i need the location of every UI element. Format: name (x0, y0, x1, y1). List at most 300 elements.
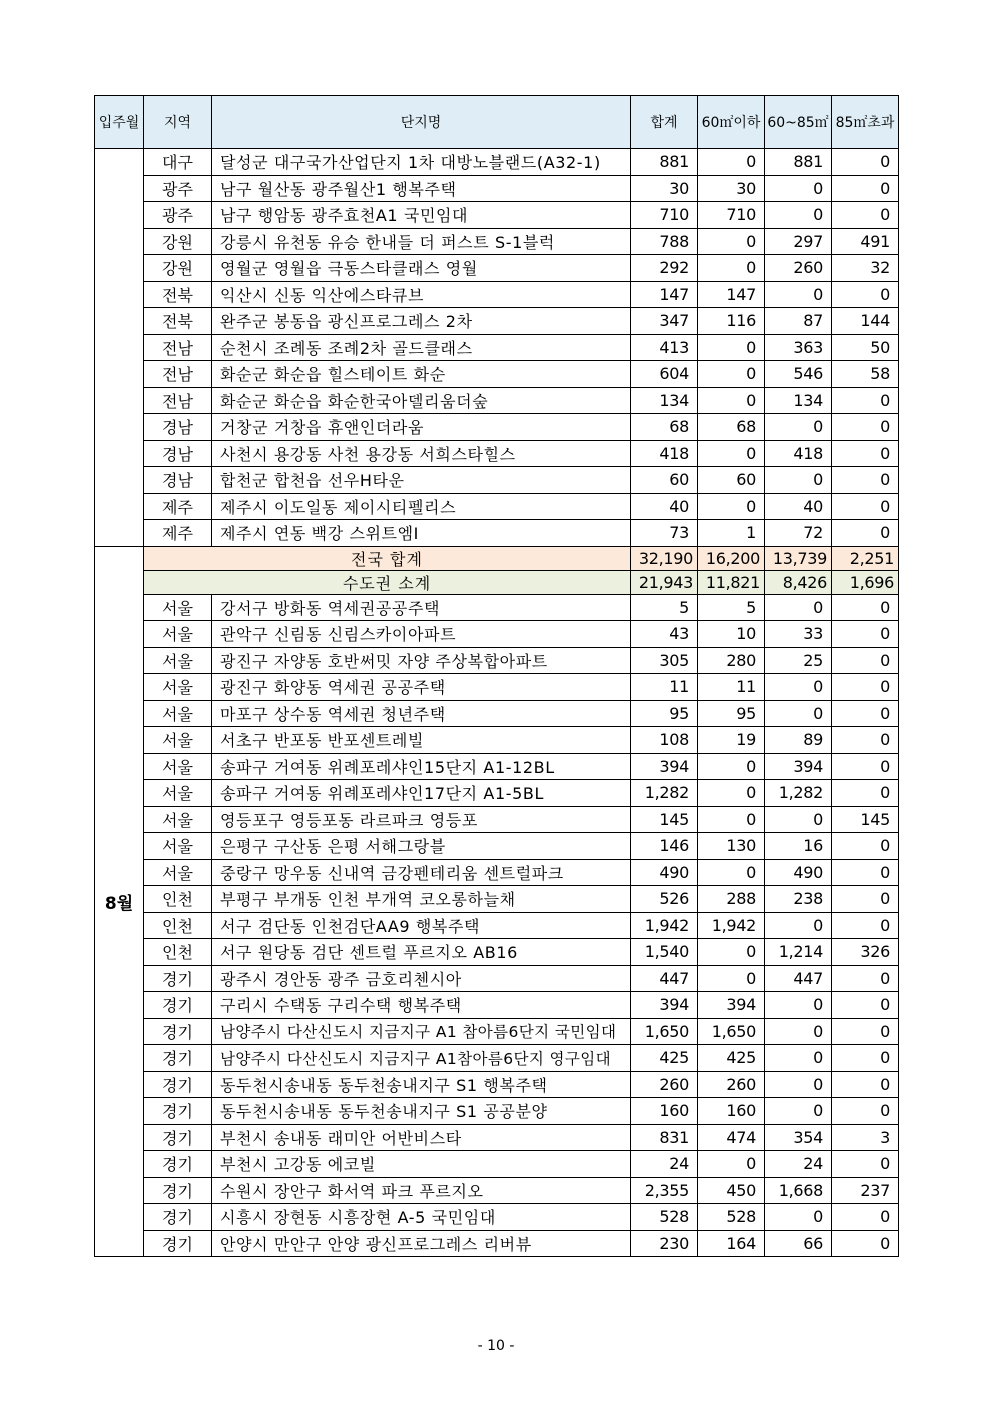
region-cell: 전남 (144, 361, 212, 388)
table-row (95, 753, 899, 780)
over-85-cell: 0 (832, 202, 899, 229)
header-region: 지역 (144, 96, 212, 149)
under-60-cell: 0 (698, 228, 765, 255)
over-85-cell: 144 (832, 308, 899, 335)
over-85-cell: 0 (832, 1204, 899, 1231)
table-row (95, 833, 899, 860)
under-60-cell: 0 (698, 753, 765, 780)
table-row (95, 1045, 899, 1072)
region-cell: 서울 (144, 674, 212, 701)
table-row (95, 621, 899, 648)
under-60-cell: 116 (698, 308, 765, 335)
month-cell-august: 8월 (95, 546, 144, 1257)
over-85-cell: 0 (832, 727, 899, 754)
complex-name-cell: 송파구 거여동 위례포레샤인15단지 A1-12BL (212, 753, 631, 780)
complex-name-cell: 부천시 송내동 래미안 어반비스타 (212, 1124, 631, 1151)
over-85-cell: 0 (832, 594, 899, 621)
total-cell: 5 (631, 594, 698, 621)
mid-60-85-cell: 354 (765, 1124, 832, 1151)
mid-60-85-cell: 1,214 (765, 939, 832, 966)
under-60-cell: 0 (698, 939, 765, 966)
total-cell: 230 (631, 1230, 698, 1257)
over-85-cell: 0 (832, 175, 899, 202)
table-row (95, 674, 899, 701)
total-cell: 1,650 (631, 1018, 698, 1045)
over-85-cell: 0 (832, 674, 899, 701)
total-cell: 11 (631, 674, 698, 701)
capital-subtotal-value: 1,696 (832, 570, 899, 594)
total-cell: 95 (631, 700, 698, 727)
complex-name-cell: 순천시 조례동 조례2차 골드클래스 (212, 334, 631, 361)
complex-name-cell: 남구 월산동 광주월산1 행복주택 (212, 175, 631, 202)
complex-name-cell: 중랑구 망우동 신내역 금강펜테리움 센트럴파크 (212, 859, 631, 886)
over-85-cell: 32 (832, 255, 899, 282)
table-header (95, 96, 899, 149)
over-85-cell: 0 (832, 859, 899, 886)
mid-60-85-cell: 881 (765, 149, 832, 176)
total-cell: 347 (631, 308, 698, 335)
under-60-cell: 5 (698, 594, 765, 621)
mid-60-85-cell: 87 (765, 308, 832, 335)
table-row (95, 1204, 899, 1231)
table-row (95, 1124, 899, 1151)
mid-60-85-cell: 447 (765, 965, 832, 992)
national-total-value: 2,251 (832, 546, 899, 570)
complex-name-cell: 남구 행암동 광주효천A1 국민임대 (212, 202, 631, 229)
complex-name-cell: 강릉시 유천동 유승 한내들 더 퍼스트 S-1블럭 (212, 228, 631, 255)
mid-60-85-cell: 0 (765, 806, 832, 833)
total-cell: 528 (631, 1204, 698, 1231)
region-cell: 경기 (144, 1177, 212, 1204)
over-85-cell: 0 (832, 467, 899, 494)
complex-name-cell: 달성군 대구국가산업단지 1차 대방노블랜드(A32-1) (212, 149, 631, 176)
total-cell: 40 (631, 493, 698, 520)
over-85-cell: 0 (832, 281, 899, 308)
complex-name-cell: 익산시 신동 익산에스타큐브 (212, 281, 631, 308)
over-85-cell: 0 (832, 1018, 899, 1045)
total-cell: 260 (631, 1071, 698, 1098)
table-row (95, 1151, 899, 1178)
region-cell: 경기 (144, 1151, 212, 1178)
mid-60-85-cell: 0 (765, 1098, 832, 1125)
region-cell: 인천 (144, 886, 212, 913)
mid-60-85-cell: 25 (765, 647, 832, 674)
capital-subtotal-label: 수도권 소계 (144, 570, 631, 594)
table-row (95, 149, 899, 176)
complex-name-cell: 송파구 거여동 위례포레샤인17단지 A1-5BL (212, 780, 631, 807)
over-85-cell: 0 (832, 387, 899, 414)
mid-60-85-cell: 0 (765, 992, 832, 1019)
mid-60-85-cell: 363 (765, 334, 832, 361)
region-cell: 전남 (144, 387, 212, 414)
table-row (95, 1177, 899, 1204)
over-85-cell: 58 (832, 361, 899, 388)
mid-60-85-cell: 260 (765, 255, 832, 282)
table-row (95, 202, 899, 229)
total-cell: 526 (631, 886, 698, 913)
table-row (95, 255, 899, 282)
region-cell: 강원 (144, 255, 212, 282)
mid-60-85-cell: 0 (765, 912, 832, 939)
complex-name-cell: 화순군 화순읍 힐스테이트 화순 (212, 361, 631, 388)
mid-60-85-cell: 546 (765, 361, 832, 388)
mid-60-85-cell: 0 (765, 1204, 832, 1231)
mid-60-85-cell: 1,282 (765, 780, 832, 807)
region-cell: 제주 (144, 520, 212, 547)
total-cell: 394 (631, 992, 698, 1019)
under-60-cell: 260 (698, 1071, 765, 1098)
mid-60-85-cell: 0 (765, 594, 832, 621)
over-85-cell: 0 (832, 1045, 899, 1072)
total-cell: 881 (631, 149, 698, 176)
table-row (95, 520, 899, 547)
region-cell: 경남 (144, 440, 212, 467)
complex-name-cell: 사천시 용강동 사천 용강동 서희스타힐스 (212, 440, 631, 467)
mid-60-85-cell: 297 (765, 228, 832, 255)
capital-subtotal-value: 11,821 (698, 570, 765, 594)
under-60-cell: 0 (698, 965, 765, 992)
table-row (95, 992, 899, 1019)
over-85-cell: 237 (832, 1177, 899, 1204)
national-total-row (95, 546, 899, 570)
complex-name-cell: 서구 원당동 검단 센트럴 푸르지오 AB16 (212, 939, 631, 966)
total-cell: 1,942 (631, 912, 698, 939)
total-cell: 425 (631, 1045, 698, 1072)
complex-name-cell: 시흥시 장현동 시흥장현 A-5 국민임대 (212, 1204, 631, 1231)
region-cell: 경기 (144, 1204, 212, 1231)
housing-supply-table (94, 95, 899, 1257)
national-total-value: 32,190 (631, 546, 698, 570)
complex-name-cell: 부천시 고강동 에코빌 (212, 1151, 631, 1178)
mid-60-85-cell: 0 (765, 1018, 832, 1045)
under-60-cell: 710 (698, 202, 765, 229)
mid-60-85-cell: 89 (765, 727, 832, 754)
region-cell: 광주 (144, 202, 212, 229)
mid-60-85-cell: 0 (765, 414, 832, 441)
total-cell: 160 (631, 1098, 698, 1125)
table-row (95, 334, 899, 361)
table-row (95, 1018, 899, 1045)
under-60-cell: 1,942 (698, 912, 765, 939)
under-60-cell: 0 (698, 780, 765, 807)
capital-subtotal-value: 8,426 (765, 570, 832, 594)
over-85-cell: 0 (832, 1151, 899, 1178)
over-85-cell: 0 (832, 647, 899, 674)
mid-60-85-cell: 134 (765, 387, 832, 414)
complex-name-cell: 광진구 자양동 호반써밋 자양 주상복합아파트 (212, 647, 631, 674)
national-total-value: 13,739 (765, 546, 832, 570)
region-cell: 전북 (144, 308, 212, 335)
table-row (95, 175, 899, 202)
table-row (95, 228, 899, 255)
complex-name-cell: 은평구 구산동 은평 서해그랑블 (212, 833, 631, 860)
over-85-cell: 0 (832, 520, 899, 547)
over-85-cell: 0 (832, 493, 899, 520)
total-cell: 394 (631, 753, 698, 780)
table-row (95, 700, 899, 727)
region-cell: 서울 (144, 859, 212, 886)
complex-name-cell: 완주군 봉동읍 광신프로그레스 2차 (212, 308, 631, 335)
under-60-cell: 10 (698, 621, 765, 648)
region-cell: 경기 (144, 1230, 212, 1257)
page-number: - 10 - (477, 1338, 515, 1354)
table-row (95, 647, 899, 674)
region-cell: 서울 (144, 806, 212, 833)
over-85-cell: 326 (832, 939, 899, 966)
complex-name-cell: 제주시 이도일동 제이시티펠리스 (212, 493, 631, 520)
complex-name-cell: 서구 검단동 인천검단AA9 행복주택 (212, 912, 631, 939)
table-row (95, 387, 899, 414)
complex-name-cell: 강서구 방화동 역세권공공주택 (212, 594, 631, 621)
over-85-cell: 0 (832, 700, 899, 727)
total-cell: 73 (631, 520, 698, 547)
under-60-cell: 11 (698, 674, 765, 701)
mid-60-85-cell: 238 (765, 886, 832, 913)
region-cell: 서울 (144, 647, 212, 674)
total-cell: 2,355 (631, 1177, 698, 1204)
under-60-cell: 425 (698, 1045, 765, 1072)
mid-60-85-cell: 394 (765, 753, 832, 780)
total-cell: 418 (631, 440, 698, 467)
total-cell: 1,282 (631, 780, 698, 807)
under-60-cell: 0 (698, 361, 765, 388)
over-85-cell: 0 (832, 886, 899, 913)
over-85-cell: 0 (832, 833, 899, 860)
table-row (95, 414, 899, 441)
mid-60-85-cell: 66 (765, 1230, 832, 1257)
over-85-cell: 0 (832, 753, 899, 780)
month-cell-prev (95, 149, 144, 547)
header-month: 입주월 (95, 96, 144, 149)
mid-60-85-cell: 1,668 (765, 1177, 832, 1204)
table-row (95, 281, 899, 308)
over-85-cell: 0 (832, 965, 899, 992)
under-60-cell: 19 (698, 727, 765, 754)
total-cell: 490 (631, 859, 698, 886)
region-cell: 서울 (144, 727, 212, 754)
region-cell: 경기 (144, 992, 212, 1019)
under-60-cell: 1,650 (698, 1018, 765, 1045)
capital-subtotal-value: 21,943 (631, 570, 698, 594)
complex-name-cell: 구리시 수택동 구리수택 행복주택 (212, 992, 631, 1019)
complex-name-cell: 영월군 영월읍 극동스타클래스 영월 (212, 255, 631, 282)
over-85-cell: 491 (832, 228, 899, 255)
region-cell: 서울 (144, 700, 212, 727)
over-85-cell: 0 (832, 1098, 899, 1125)
region-cell: 서울 (144, 753, 212, 780)
total-cell: 1,540 (631, 939, 698, 966)
total-cell: 305 (631, 647, 698, 674)
region-cell: 경기 (144, 1098, 212, 1125)
complex-name-cell: 광진구 화양동 역세권 공공주택 (212, 674, 631, 701)
mid-60-85-cell: 0 (765, 700, 832, 727)
mid-60-85-cell: 0 (765, 1045, 832, 1072)
total-cell: 108 (631, 727, 698, 754)
over-85-cell: 0 (832, 1071, 899, 1098)
header-60-85: 60~85㎡ (765, 96, 832, 149)
complex-name-cell: 관악구 신림동 신림스카이아파트 (212, 621, 631, 648)
complex-name-cell: 거창군 거창읍 휴앤인더라움 (212, 414, 631, 441)
region-cell: 서울 (144, 780, 212, 807)
under-60-cell: 0 (698, 334, 765, 361)
under-60-cell: 95 (698, 700, 765, 727)
complex-name-cell: 안양시 만안구 안양 광신프로그레스 리버뷰 (212, 1230, 631, 1257)
total-cell: 447 (631, 965, 698, 992)
mid-60-85-cell: 40 (765, 493, 832, 520)
total-cell: 24 (631, 1151, 698, 1178)
over-85-cell: 0 (832, 621, 899, 648)
under-60-cell: 0 (698, 806, 765, 833)
mid-60-85-cell: 0 (765, 467, 832, 494)
under-60-cell: 60 (698, 467, 765, 494)
over-85-cell: 0 (832, 440, 899, 467)
mid-60-85-cell: 24 (765, 1151, 832, 1178)
mid-60-85-cell: 72 (765, 520, 832, 547)
under-60-cell: 164 (698, 1230, 765, 1257)
table-row (95, 939, 899, 966)
under-60-cell: 30 (698, 175, 765, 202)
region-cell: 강원 (144, 228, 212, 255)
mid-60-85-cell: 490 (765, 859, 832, 886)
mid-60-85-cell: 33 (765, 621, 832, 648)
under-60-cell: 528 (698, 1204, 765, 1231)
total-cell: 43 (631, 621, 698, 648)
mid-60-85-cell: 0 (765, 1071, 832, 1098)
region-cell: 인천 (144, 912, 212, 939)
over-85-cell: 3 (832, 1124, 899, 1151)
over-85-cell: 50 (832, 334, 899, 361)
total-cell: 145 (631, 806, 698, 833)
under-60-cell: 474 (698, 1124, 765, 1151)
total-cell: 68 (631, 414, 698, 441)
under-60-cell: 0 (698, 255, 765, 282)
total-cell: 30 (631, 175, 698, 202)
region-cell: 전북 (144, 281, 212, 308)
complex-name-cell: 화순군 화순읍 화순한국아델리움더숲 (212, 387, 631, 414)
table-body (95, 149, 899, 1257)
under-60-cell: 0 (698, 387, 765, 414)
over-85-cell: 0 (832, 912, 899, 939)
region-cell: 경기 (144, 1124, 212, 1151)
mid-60-85-cell: 0 (765, 202, 832, 229)
region-cell: 제주 (144, 493, 212, 520)
total-cell: 710 (631, 202, 698, 229)
table-row (95, 493, 899, 520)
complex-name-cell: 광주시 경안동 광주 금호리첸시아 (212, 965, 631, 992)
region-cell: 인천 (144, 939, 212, 966)
under-60-cell: 0 (698, 149, 765, 176)
over-85-cell: 0 (832, 149, 899, 176)
total-cell: 413 (631, 334, 698, 361)
mid-60-85-cell: 0 (765, 674, 832, 701)
region-cell: 경기 (144, 1045, 212, 1072)
header-under-60: 60㎡이하 (698, 96, 765, 149)
table-row (95, 1098, 899, 1125)
table-row (95, 965, 899, 992)
over-85-cell: 145 (832, 806, 899, 833)
complex-name-cell: 남양주시 다산신도시 지금지구 A1 참아름6단지 국민임대 (212, 1018, 631, 1045)
header-total: 합계 (631, 96, 698, 149)
complex-name-cell: 제주시 연동 백강 스위트엠Ⅰ (212, 520, 631, 547)
mid-60-85-cell: 418 (765, 440, 832, 467)
complex-name-cell: 수원시 장안구 화서역 파크 푸르지오 (212, 1177, 631, 1204)
complex-name-cell: 영등포구 영등포동 라르파크 영등포 (212, 806, 631, 833)
total-cell: 146 (631, 833, 698, 860)
mid-60-85-cell: 0 (765, 175, 832, 202)
table-row (95, 1071, 899, 1098)
over-85-cell: 0 (832, 992, 899, 1019)
under-60-cell: 0 (698, 440, 765, 467)
table-row (95, 361, 899, 388)
total-cell: 60 (631, 467, 698, 494)
region-cell: 경남 (144, 467, 212, 494)
region-cell: 경기 (144, 1018, 212, 1045)
mid-60-85-cell: 0 (765, 281, 832, 308)
table-row (95, 727, 899, 754)
region-cell: 광주 (144, 175, 212, 202)
total-cell: 292 (631, 255, 698, 282)
table-row (95, 1230, 899, 1257)
under-60-cell: 147 (698, 281, 765, 308)
under-60-cell: 160 (698, 1098, 765, 1125)
complex-name-cell: 남양주시 다산신도시 지금지구 A1참아름6단지 영구임대 (212, 1045, 631, 1072)
region-cell: 경기 (144, 965, 212, 992)
under-60-cell: 288 (698, 886, 765, 913)
table-row (95, 886, 899, 913)
capital-subtotal-row (95, 570, 899, 594)
total-cell: 604 (631, 361, 698, 388)
over-85-cell: 0 (832, 780, 899, 807)
complex-name-cell: 서초구 반포동 반포센트레빌 (212, 727, 631, 754)
mid-60-85-cell: 16 (765, 833, 832, 860)
complex-name-cell: 부평구 부개동 인천 부개역 코오롱하늘채 (212, 886, 631, 913)
total-cell: 147 (631, 281, 698, 308)
under-60-cell: 0 (698, 493, 765, 520)
region-cell: 서울 (144, 594, 212, 621)
over-85-cell: 0 (832, 414, 899, 441)
under-60-cell: 68 (698, 414, 765, 441)
complex-name-cell: 합천군 합천읍 선우H타운 (212, 467, 631, 494)
national-total-label: 전국 합계 (144, 546, 631, 570)
table-row (95, 859, 899, 886)
region-cell: 서울 (144, 621, 212, 648)
total-cell: 134 (631, 387, 698, 414)
table-row (95, 467, 899, 494)
total-cell: 788 (631, 228, 698, 255)
under-60-cell: 450 (698, 1177, 765, 1204)
total-cell: 831 (631, 1124, 698, 1151)
region-cell: 전남 (144, 334, 212, 361)
table-row (95, 308, 899, 335)
over-85-cell: 0 (832, 1230, 899, 1257)
under-60-cell: 0 (698, 859, 765, 886)
table-row (95, 594, 899, 621)
complex-name-cell: 동두천시송내동 동두천송내지구 S1 행복주택 (212, 1071, 631, 1098)
table-row (95, 806, 899, 833)
header-complex-name: 단지명 (212, 96, 631, 149)
region-cell: 서울 (144, 833, 212, 860)
under-60-cell: 130 (698, 833, 765, 860)
under-60-cell: 0 (698, 1151, 765, 1178)
under-60-cell: 280 (698, 647, 765, 674)
complex-name-cell: 동두천시송내동 동두천송내지구 S1 공공분양 (212, 1098, 631, 1125)
complex-name-cell: 마포구 상수동 역세권 청년주택 (212, 700, 631, 727)
under-60-cell: 1 (698, 520, 765, 547)
region-cell: 경남 (144, 414, 212, 441)
region-cell: 대구 (144, 149, 212, 176)
table-row (95, 912, 899, 939)
table-row (95, 440, 899, 467)
